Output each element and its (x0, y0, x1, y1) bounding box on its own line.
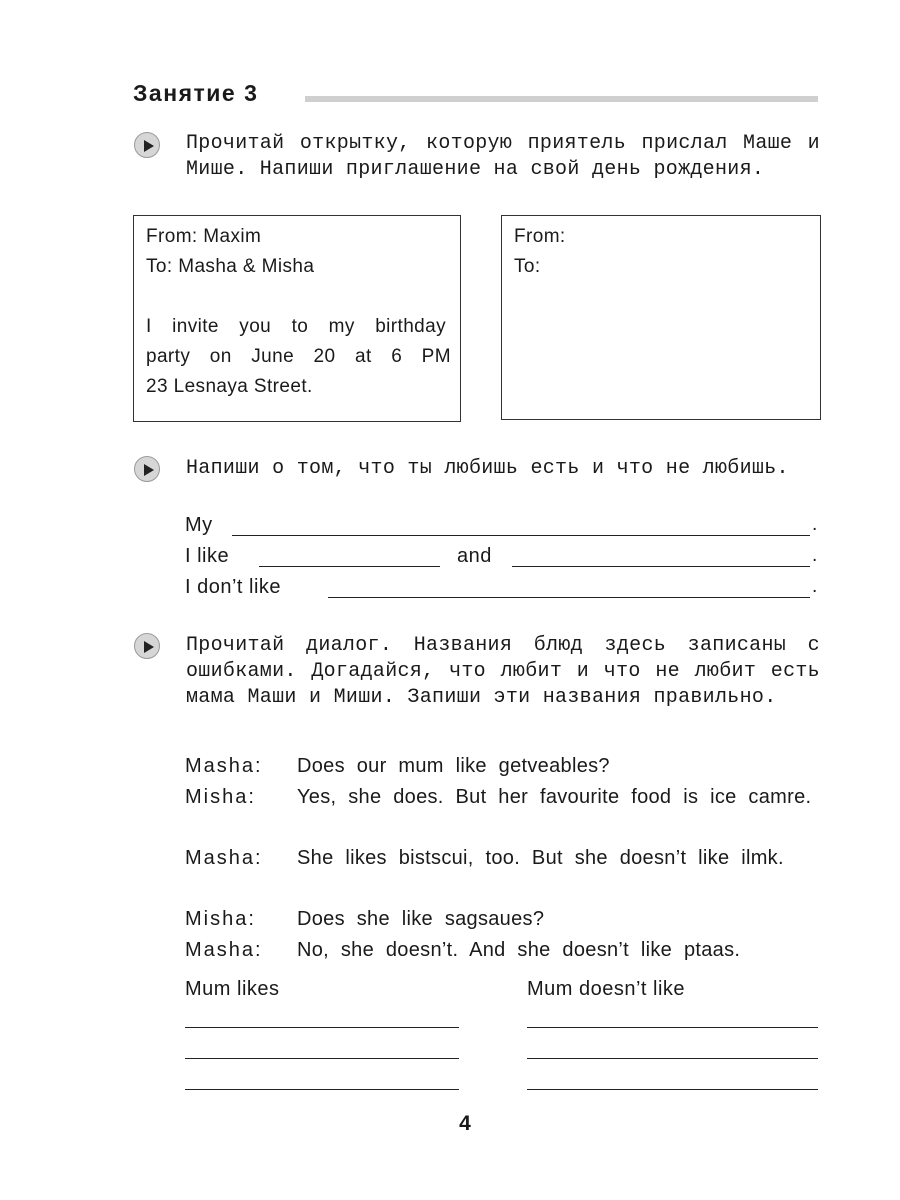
task1-instruction: Прочитай открытку, которую приятель прислал Маше и Мише. Напиши приглашение на свой день рождения. (186, 132, 820, 181)
dialogue-speaker: Misha: (185, 786, 256, 808)
dialogue-line: No, she doesn’t. And she doesn’t like ptaas. (297, 939, 741, 961)
i-like-label: I like (185, 545, 230, 567)
answer-line-my[interactable] (232, 535, 810, 536)
blank-card-to: To: (514, 256, 541, 277)
dialogue-speaker: Masha: (185, 939, 263, 961)
period: . (812, 545, 818, 566)
dialogue-line: She likes bistscui, too. But she doesn’t like ilmk. (297, 847, 784, 869)
answer-line-like-1[interactable] (259, 566, 440, 567)
sample-postcard (133, 215, 461, 422)
dialogue-speaker: Misha: (185, 908, 256, 930)
title-rule (305, 96, 818, 102)
task2-instruction: Напиши о том, что ты любишь есть и что не любишь. (186, 457, 789, 480)
mum-dislikes-label: Mum doesn’t like (527, 978, 686, 1000)
dialogue-line: Yes, she does. But her favourite food is ice camre. (297, 786, 812, 808)
dialogue-line: Does she like sagsaues? (297, 908, 545, 930)
dislikes-answer-line[interactable] (527, 1058, 818, 1059)
card-to: To: Masha & Misha (146, 256, 315, 277)
likes-answer-line[interactable] (185, 1027, 459, 1028)
page-number: 4 (459, 1112, 471, 1135)
card-message-line-2: party on June 20 at 6 PM (146, 346, 451, 367)
answer-line-like-2[interactable] (512, 566, 810, 567)
dialogue-speaker: Masha: (185, 755, 263, 777)
blank-postcard[interactable] (501, 215, 821, 420)
dialogue-line: Does our mum like getveables? (297, 755, 610, 777)
and-label: and (457, 545, 492, 567)
dislikes-answer-line[interactable] (527, 1089, 818, 1090)
likes-answer-line[interactable] (185, 1089, 459, 1090)
i-dont-like-label: I don’t like (185, 576, 282, 598)
period: . (812, 576, 818, 597)
blank-card-from: From: (514, 226, 566, 247)
play-icon[interactable] (134, 132, 160, 158)
play-icon[interactable] (134, 456, 160, 482)
answer-line-dont-like[interactable] (328, 597, 810, 598)
likes-answer-line[interactable] (185, 1058, 459, 1059)
play-icon[interactable] (134, 633, 160, 659)
lesson-title: Занятие 3 (133, 80, 259, 106)
mum-likes-label: Mum likes (185, 978, 280, 1000)
dislikes-answer-line[interactable] (527, 1027, 818, 1028)
card-from: From: Maxim (146, 226, 262, 247)
period: . (812, 514, 818, 535)
card-message-line-3: 23 Lesnaya Street. (146, 376, 313, 397)
dialogue-speaker: Masha: (185, 847, 263, 869)
task3-instruction: Прочитай диалог. Названия блюд здесь записаны с ошибками. Догадайся, что любит и что не любит есть мама Маши и Миши. Запиши эти названия правильно. (186, 634, 820, 709)
my-label: My (185, 514, 213, 536)
card-message-line-1: I invite you to my birthday (146, 316, 446, 337)
